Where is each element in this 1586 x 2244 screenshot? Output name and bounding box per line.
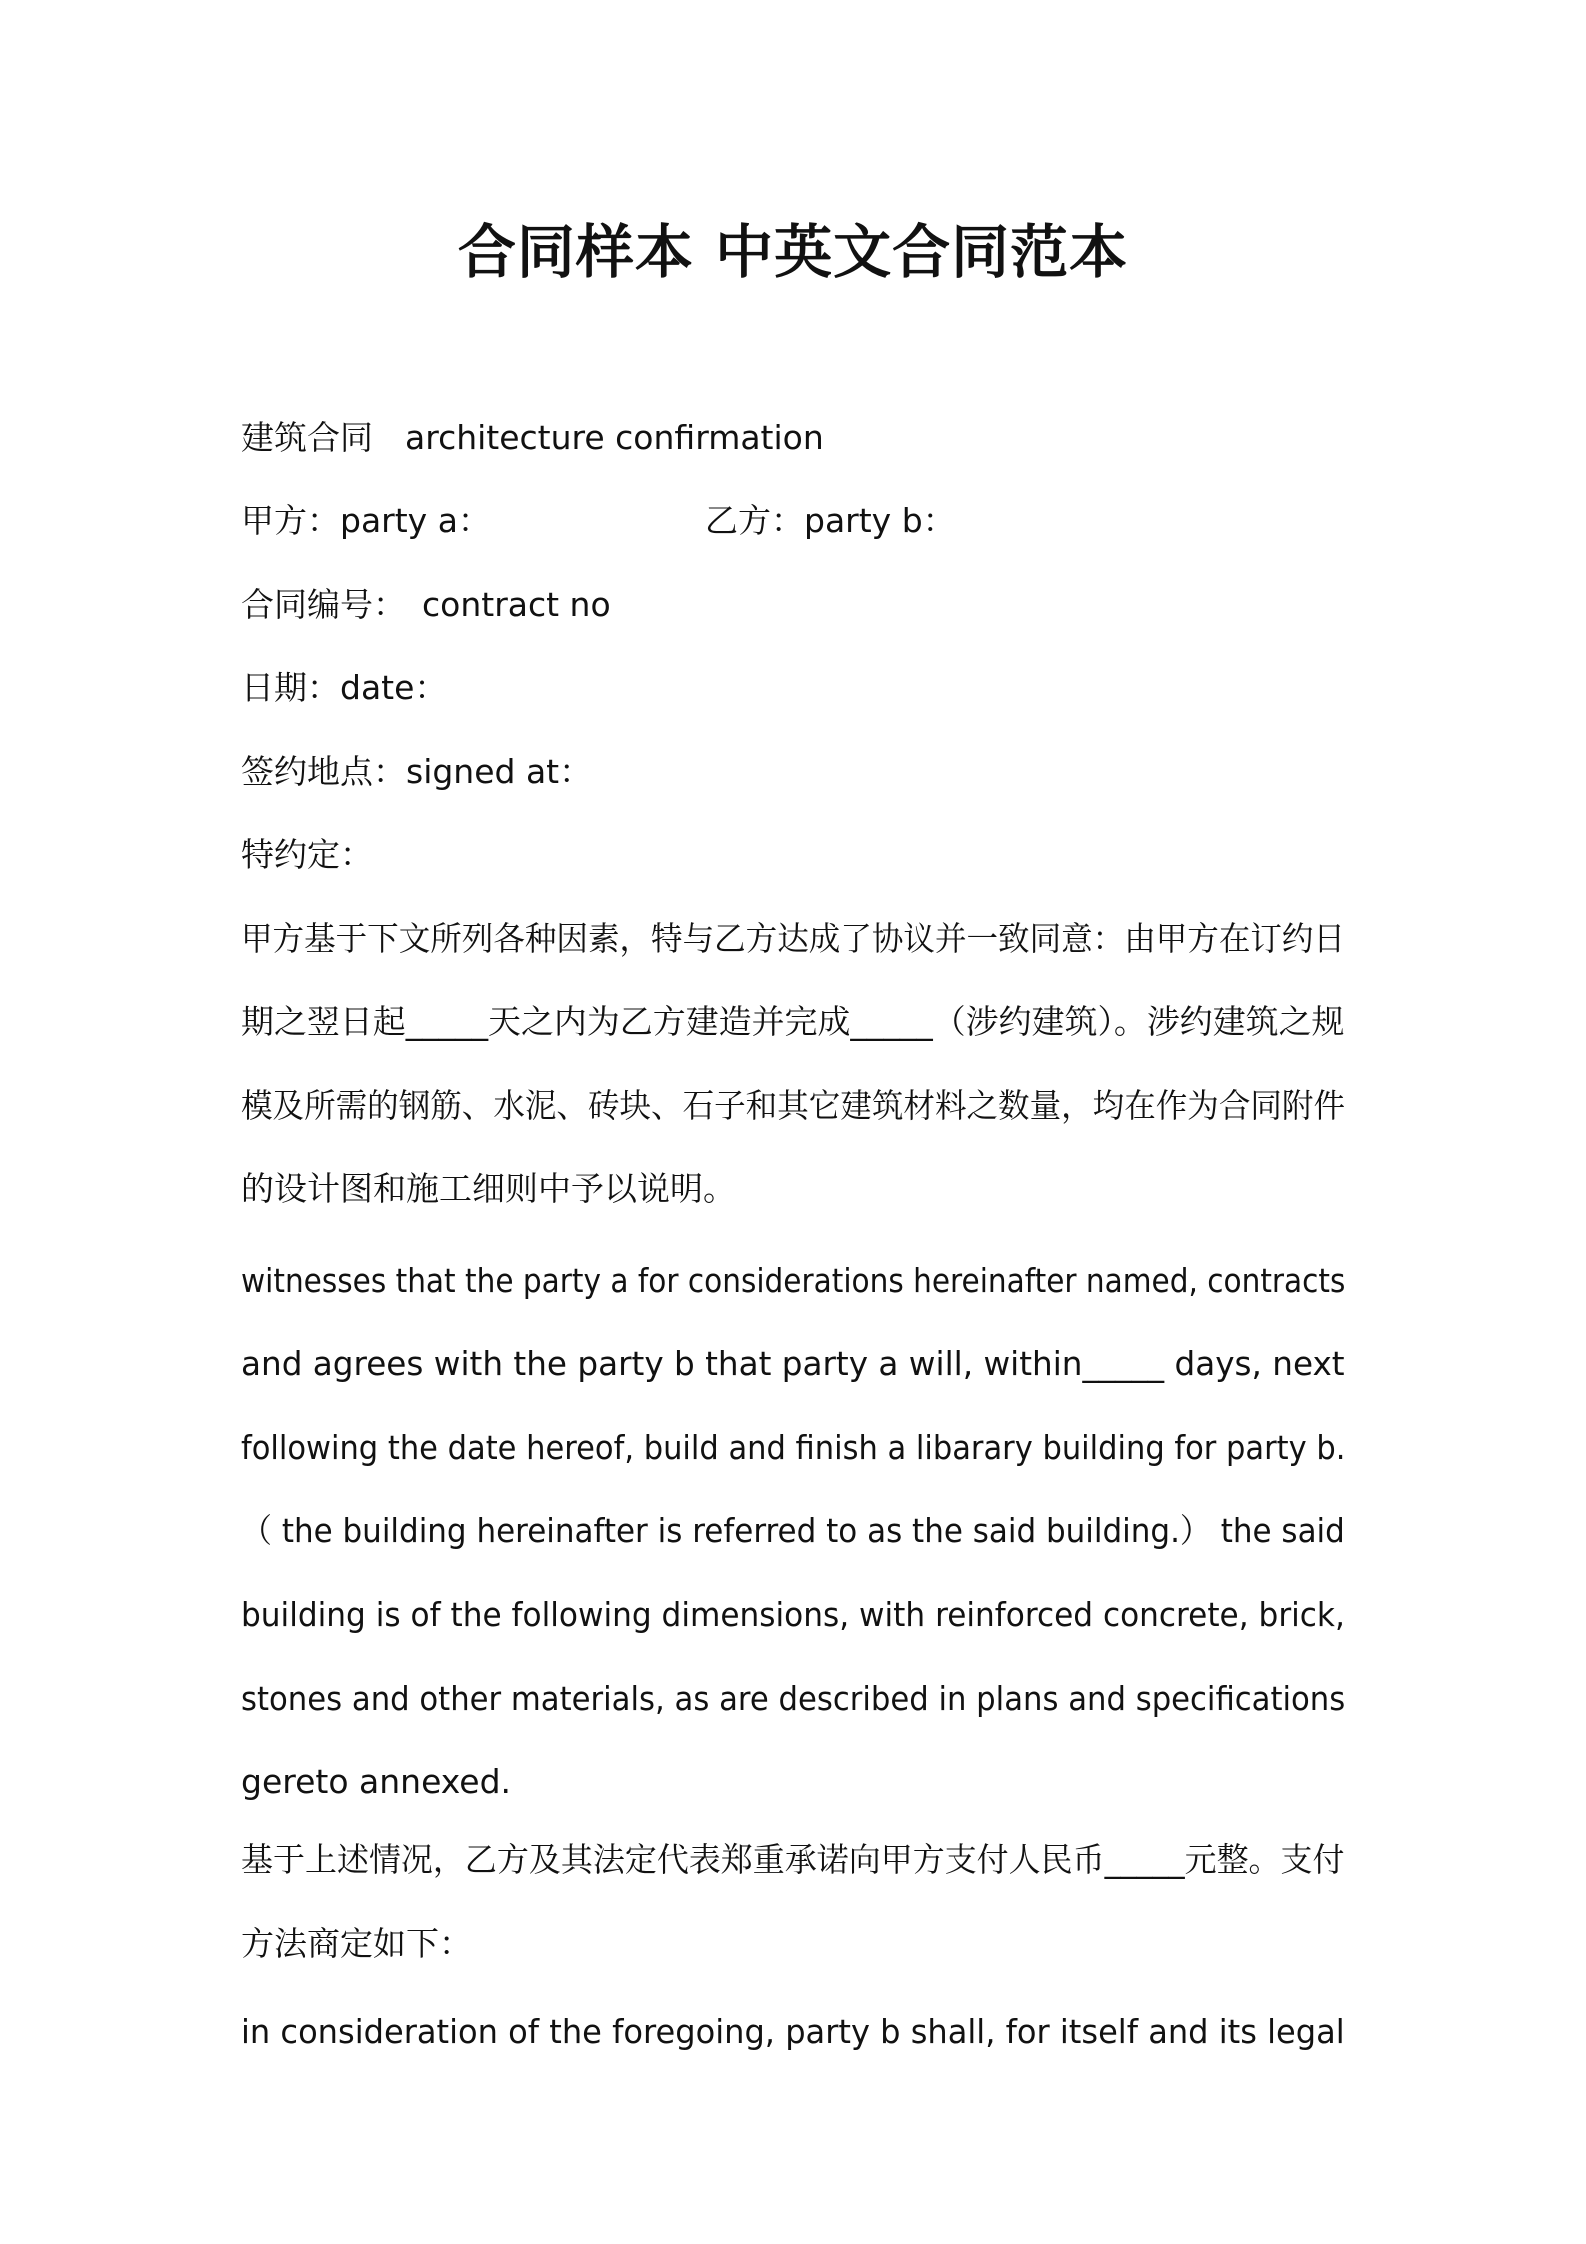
- paragraph-1-en-line: building is of the following dimensions, with reinforced concrete, brick,: [241, 1595, 1345, 1634]
- contract-type-label: 建筑合同: [241, 418, 373, 457]
- signed-at-field: 签约地点：signed at：: [241, 752, 593, 791]
- contract-type-en: architecture confirmation: [405, 418, 824, 457]
- contract-no-label-en: contract no: [422, 585, 611, 624]
- paragraph-2-zh-line: 基于上述情况，乙方及其法定代表郑重承诺向甲方支付人民币_____元整。支付: [241, 1840, 1345, 1879]
- contract-no-label: 合同编号：: [241, 585, 406, 624]
- paragraph-1-zh-line: 甲方基于下文所列各种因素，特与乙方达成了协议并一致同意：由甲方在订约日: [241, 919, 1345, 958]
- paragraph-1-en-line: witnesses that the party a for considerations hereinafter named, contracts: [241, 1261, 1346, 1300]
- paragraph-1-zh-line: 的设计图和施工细则中予以说明。: [241, 1169, 736, 1208]
- paragraph-1-en-line: gereto annexed.: [241, 1762, 512, 1801]
- document-title: 合同样本 中英文合同范本: [457, 218, 1129, 286]
- paragraph-1-en-line: stones and other materials, as are described in plans and specifications: [241, 1679, 1346, 1718]
- contract-no-line: [241, 585, 611, 625]
- party-a-field: 甲方：party a：: [241, 501, 491, 540]
- contract-type-line: [241, 418, 824, 458]
- agreed-heading: 特约定：: [241, 835, 373, 874]
- party-b-field: 乙方：party b：: [705, 501, 956, 540]
- paragraph-1-en-line: （ the building hereinafter is referred to as the said building.） the said: [241, 1511, 1345, 1550]
- date-field: 日期：date：: [241, 668, 448, 707]
- paragraph-2-zh-line: 方法商定如下：: [241, 1924, 472, 1963]
- paragraph-2-en-line: in consideration of the foregoing, party b shall, for itself and its legal: [241, 2012, 1345, 2051]
- paragraph-1-zh-line: 期之翌日起_____天之内为乙方建造并完成_____（涉约建筑）。涉约建筑之规: [241, 1002, 1345, 1041]
- paragraph-1-en-line: and agrees with the party b that party a will, within_____ days, next: [241, 1344, 1345, 1383]
- paragraph-1-zh-line: 模及所需的钢筋、水泥、砖块、石子和其它建筑材料之数量，均在作为合同附件: [241, 1086, 1345, 1125]
- paragraph-1-en-line: following the date hereof, build and finish a libarary building for party b.: [241, 1428, 1346, 1467]
